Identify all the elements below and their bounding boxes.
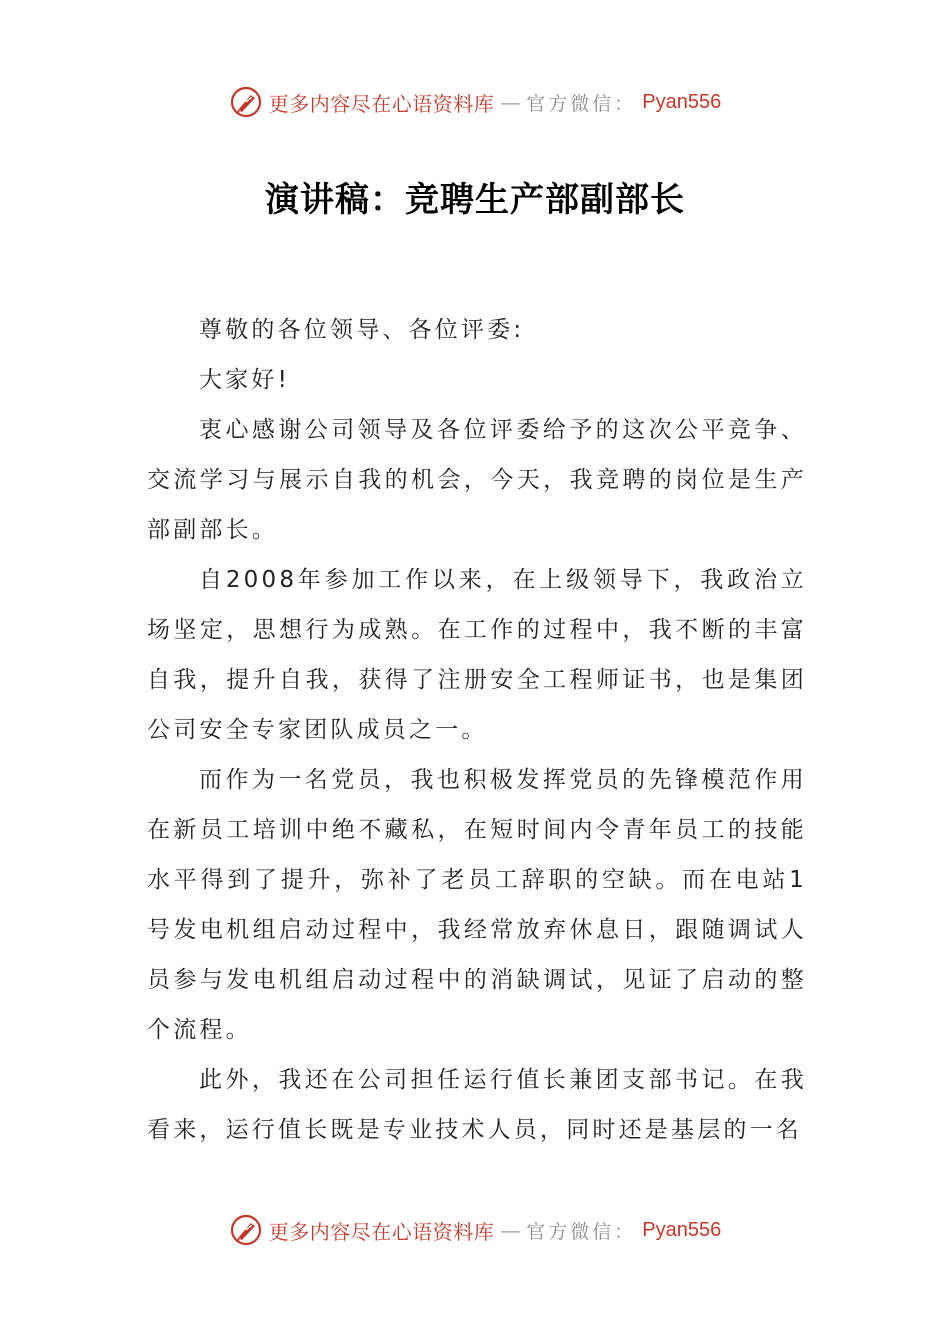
pen-nib-logo-icon <box>229 1213 263 1247</box>
greeting: 大家好! <box>199 367 291 393</box>
watermark-separator: — <box>500 1218 521 1242</box>
paragraph: 而作为一名党员，我也积极发挥党员的先锋模范作用在新员工培训中绝不藏私，在短时间内令青年员工的技能水平得到了提升，弥补了老员工辞职的空缺。而在电站1号发电机组启动过程中，我经常放弃休息日，跟随调试人员参与发电机组启动过程中的消缺调试，见证了启动的整个流程。 <box>147 767 807 1043</box>
watermark-wechat-id: Pyan556 <box>642 1218 722 1241</box>
salutation: 尊敬的各位领导、各位评委: <box>199 317 525 343</box>
watermark-wechat-id: Pyan556 <box>642 90 722 113</box>
header-watermark <box>0 82 950 122</box>
watermark-separator: — <box>500 90 521 114</box>
footer-watermark <box>0 1210 950 1250</box>
paragraph: 此外，我还在公司担任运行值长兼团支部书记。在我看来，运行值长既是专业技术人员，同时还是基层的一名 <box>147 1067 807 1143</box>
paragraph: 衷心感谢公司领导及各位评委给予的这次公平竞争、交流学习与展示自我的机会，今天，我竞聘的岗位是生产部副部长。 <box>147 417 807 543</box>
watermark-wechat-label: 官方微信： <box>526 92 637 115</box>
pen-nib-logo-icon <box>229 85 263 119</box>
document-body <box>147 305 807 1155</box>
paragraph: 自2008年参加工作以来，在上级领导下，我政治立场坚定，思想行为成熟。在工作的过程中，我不断的丰富自我，提升自我，获得了注册安全工程师证书，也是集团公司安全专家团队成员之一。 <box>147 567 807 743</box>
document-title: 演讲稿：竞聘生产部副部长 <box>265 180 685 220</box>
watermark-text: 更多内容尽在心语资料库 <box>268 1219 495 1244</box>
watermark-wechat-label: 官方微信： <box>526 1220 637 1243</box>
watermark-text: 更多内容尽在心语资料库 <box>268 91 495 116</box>
